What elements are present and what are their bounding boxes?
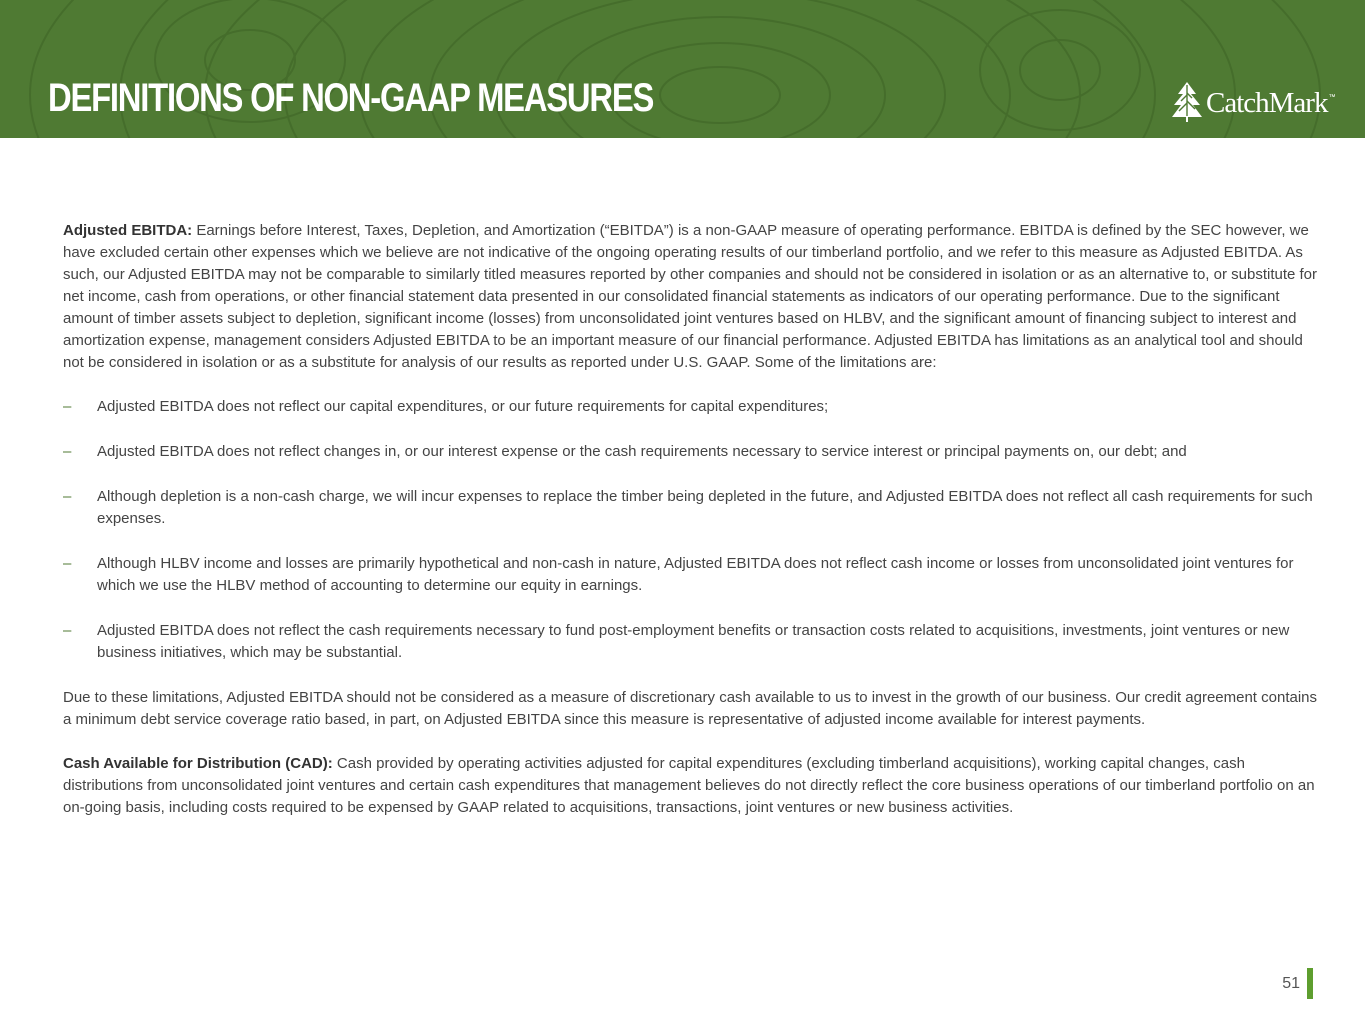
tree-logo-icon (1170, 81, 1204, 123)
page-number: 51 (1282, 975, 1300, 992)
dash-bullet: – (63, 398, 72, 415)
page-title: DEFINITIONS OF NON-GAAP MEASURES (48, 76, 654, 120)
logo-wordmark: CatchMark (1206, 86, 1328, 119)
cad-text: Cash provided by operating activities adjusted for capital expenditures (excluding timberland acquisitions), working capital changes, cash distributions from unconsolidated joint ventures and certain cash expenditures that management believes do not directly reflect the core business operations of our timberland portfolio on an on-going basis, including costs required to be expensed by GAAP related to acquisitions, transactions, joint ventures or new business activities. (63, 755, 1315, 816)
dash-bullet: – (63, 443, 72, 460)
limitations-list (63, 396, 1321, 664)
list-item (63, 553, 1321, 597)
adjusted-ebitda-term: Adjusted EBITDA: (63, 222, 193, 239)
limitations-note: Due to these limitations, Adjusted EBITDA should not be considered as a measure of discretionary cash available to us to invest in the growth of our business. Our credit agreement contains a minimum debt service coverage ratio based, in part, on Adjusted EBITDA since this measure is representative of adjusted income available for interest payments. (63, 689, 1318, 728)
list-item-text: Adjusted EBITDA does not reflect changes in, or our interest expense or the cash requirements necessary to service interest or principal payments on, our debt; and (97, 443, 1187, 460)
list-item-text: Adjusted EBITDA does not reflect our capital expenditures, or our future requirements for capital expenditures; (97, 398, 829, 415)
header-banner (0, 0, 1365, 138)
page-number-accent-bar (1307, 968, 1313, 999)
list-item-text: Although HLBV income and losses are primarily hypothetical and non-cash in nature, Adjusted EBITDA does not reflect cash income or losses from unconsolidated joint ventures for which we use the HLBV method of accounting to determine our equity in earnings. (97, 555, 1294, 594)
cad-definition (63, 753, 1321, 819)
list-item (63, 441, 1321, 463)
adjusted-ebitda-definition (63, 220, 1321, 374)
list-item (63, 396, 1321, 418)
definitions-body (63, 220, 1321, 841)
catchmark-logo (1170, 80, 1335, 124)
list-item (63, 486, 1321, 530)
dash-bullet: – (63, 488, 72, 505)
adjusted-ebitda-text: Earnings before Interest, Taxes, Depletion, and Amortization (“EBITDA”) is a non-GAAP measure of operating performance. EBITDA is defined by the SEC however, we have excluded certain other expenses which we believe are not indicative of the ongoing operating results of our timberland portfolio, and we refer to this measure as Adjusted EBITDA. As such, our Adjusted EBITDA may not be comparable to similarly titled measures reported by other companies and should not be considered in isolation or as an alternative to, or substitute for net income, cash from operations, or other financial statement data presented in our consolidated financial statements as indicators of our operating performance. Due to the significant amount of timber assets subject to depletion, significant income (losses) from unconsolidated joint ventures based on HLBV, and the significant amount of financing subject to interest and amortization expense, management considers Adjusted EBITDA to be an important measure of our financial performance. Adjusted EBITDA has limitations as an analytical tool and should not be considered in isolation or as a substitute for analysis of our results as reported under U.S. GAAP. Some of the limitations are: (63, 222, 1318, 371)
list-item-text: Adjusted EBITDA does not reflect the cash requirements necessary to fund post-employment benefits or transaction costs related to acquisitions, investments, joint ventures or new business initiatives, which may be substantial. (97, 622, 1290, 661)
list-item (63, 620, 1321, 664)
cad-term: Cash Available for Distribution (CAD): (63, 755, 333, 772)
list-item-text: Although depletion is a non-cash charge, we will incur expenses to replace the timber being depleted in the future, and Adjusted EBITDA does not reflect all cash requirements for such expenses. (97, 488, 1313, 527)
logo-trademark: ™ (1328, 94, 1336, 101)
dash-bullet: – (63, 555, 72, 572)
dash-bullet: – (63, 622, 72, 639)
